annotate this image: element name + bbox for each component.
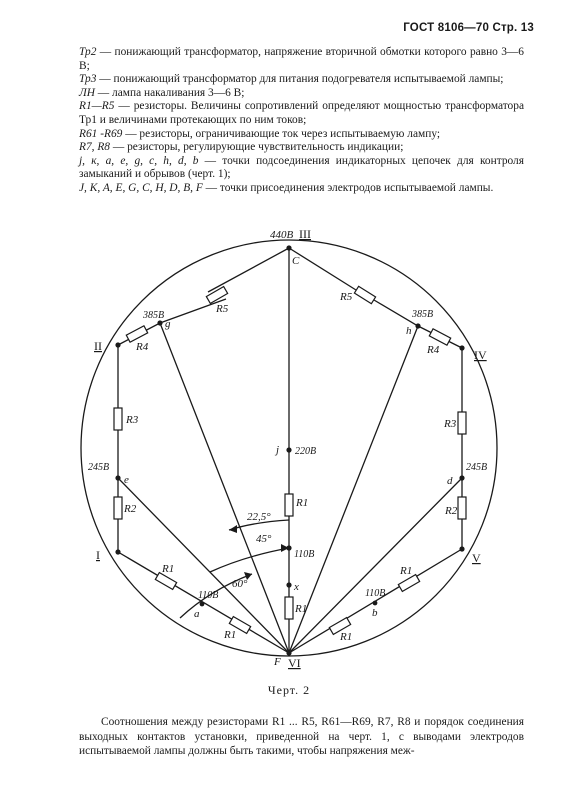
label-point-c: C [292,255,300,267]
label-r1-center-low: R1 [295,603,308,615]
fan-line-d [289,478,462,653]
page-header: ГОСТ 8106—70 Стр. 13 [403,22,534,34]
definition-term: R61 -R69 [79,127,123,140]
definition-text: — резисторы, ограничивающие ток через испытываемую лампу; [122,127,441,140]
node-g [157,320,162,325]
label-point-x: x [294,581,299,593]
wire-left-upper [208,248,289,292]
label-r4-right: R4 [427,344,440,356]
label-r5-right: R5 [340,291,353,303]
node-e [115,475,120,480]
definition-text: — понижающий трансформатор, напряжение вторичной обмотки которого равно 3—6 В; [79,46,524,72]
label-110-center: 110В [294,549,315,560]
label-r3-right: R3 [444,418,457,430]
definition-text: — понижающий трансформатор для питания подогревателя испытываемой лампы; [96,73,504,86]
definition-term: Тр2 [79,46,97,58]
node-j [286,447,291,452]
label-top-voltage: 440В [270,229,294,241]
label-phase-V: V [472,551,481,565]
label-r2-left: R2 [124,503,137,515]
node-c [286,245,291,250]
label-point-b: b [372,607,378,619]
definition-term: R7, R8 [79,141,111,154]
label-245-right: 245В [466,462,488,473]
resistor-r2-right [458,497,466,519]
fan-line-h [289,326,418,653]
label-r1-right-upper: R1 [400,565,413,577]
label-phase-III: III [299,227,311,241]
node-II [115,342,120,347]
label-point-j: j [276,444,280,456]
label-r5-left: R5 [216,303,229,315]
definition-text: — резисторы. Величины сопротивлений определяют мощностью трансформатора Тр1 и величинами протекающих по ним токов; [79,100,524,126]
node-V [459,546,464,551]
label-phase-I: I [96,548,100,562]
resistor-r4-right [429,329,450,345]
resistor-r5-left [206,287,227,304]
node-b [373,601,378,606]
definition-text: — резисторы, регулирующие чувствительность индикации; [110,141,404,154]
node-110 [286,545,291,550]
label-r4-left: R4 [136,341,149,353]
resistor-r5-right [354,286,375,303]
label-phase-II: II [94,339,102,353]
label-point-h: h [406,325,412,337]
label-245-left: 245В [88,462,110,473]
resistor-r3-right [458,412,466,434]
node-a [200,602,205,607]
resistor-r1-right-upper [398,575,419,592]
label-220: 220В [295,446,317,457]
resistor-r1-center [285,494,293,516]
label-point-d: d [447,475,453,487]
definition-text: — точки присоединения электродов испытываемой лампы. [202,181,494,194]
resistor-r3-left [114,408,122,430]
node-d [459,475,464,480]
definition-text: — точки подсоединения индикаторных цепочек для контроля замыканий и обрывов (черт. 1); [79,154,524,181]
node-I [115,549,120,554]
fan-line-g [160,323,289,653]
definition-term: Тр3 [79,73,97,86]
label-angle-60: 60° [232,578,248,590]
definition-term: J, K, A, E, G, C, H, D, B, F [79,181,203,194]
label-point-e: e [124,474,129,486]
label-385-left: 385В [143,310,165,321]
node-IV [459,345,464,350]
footer-paragraph [79,715,524,759]
footer-text: Соотношения между резисторами R1 ... R5, R61—R69, R7, R8 и порядок соединения выходных контактов установки, приведенной на черт. 1, с выводами электродов испытываемой лампы должны быть такими, чтобы напряжения меж- [79,716,524,757]
figure-caption: Черт. 2 [267,683,311,697]
label-r3-left: R3 [126,414,139,426]
definition-text: — лампа накаливания 3—6 В; [94,86,245,99]
label-point-f: F [274,656,281,668]
label-r1-left-upper: R1 [162,563,175,575]
label-point-a: a [194,608,200,620]
node-x [286,582,291,587]
node-h [415,323,420,328]
label-110-right: 110В [365,588,386,599]
resistor-r2-left [114,497,122,519]
label-r1-left-lower: R1 [224,629,237,641]
label-r1-center: R1 [296,497,309,509]
label-r1-right-lower: R1 [340,631,353,643]
resistor-r4-left [126,326,147,342]
label-angle-45: 45° [256,533,272,545]
label-385-right: 385В [412,309,434,320]
resistor-r1-center-low [285,597,293,619]
resistor-r1-left-upper [155,573,176,590]
label-point-g: g [165,318,171,330]
definition-term: ЛН [79,86,95,99]
label-phase-VI: VI [288,656,301,670]
label-phase-IV: IV [474,348,487,362]
label-r2-right: R2 [445,505,458,517]
fan-line-e [118,478,289,653]
definition-term: j, к, a, e, g, c, h, d, b [79,154,199,167]
label-angle-22: 22,5° [247,511,271,523]
label-110-left: 110В [198,590,219,601]
node-f [286,650,291,655]
definition-term: R1—R5 [79,100,115,113]
